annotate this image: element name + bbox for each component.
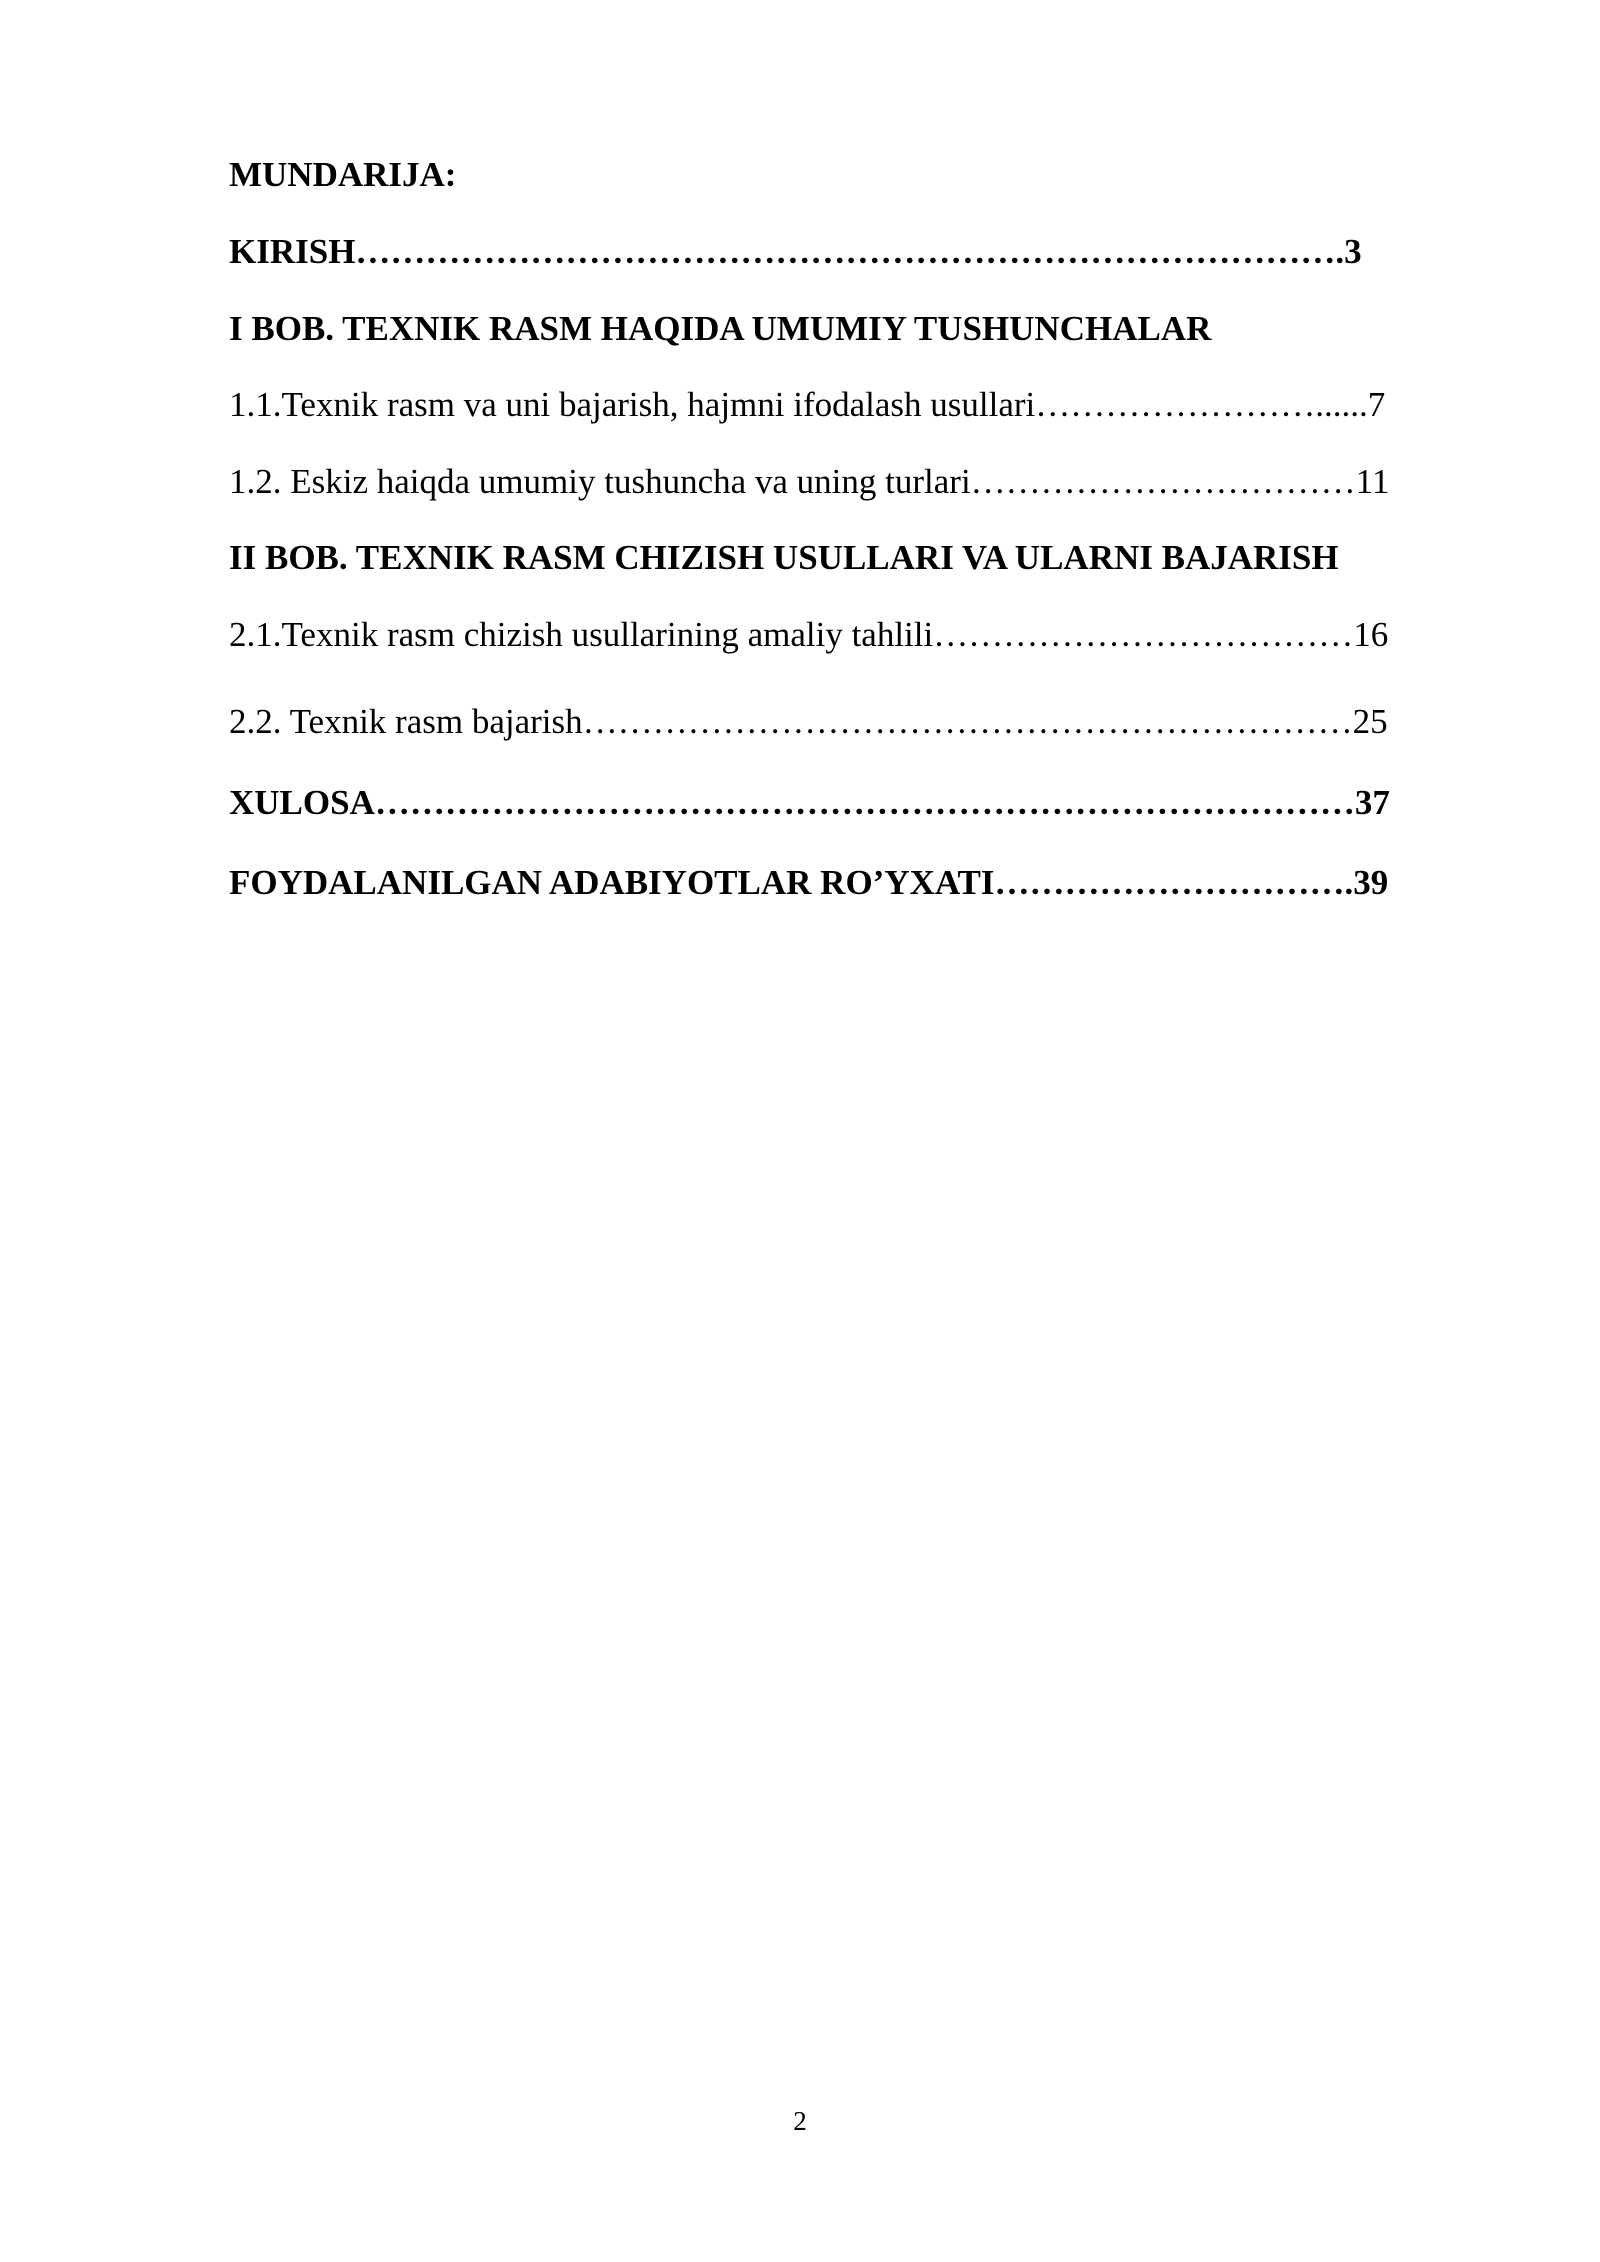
- toc-entry-chapter-2: II BOB. TEXNIK RASM CHIZISH USULLARI VA ULARNI BAJARISH: [229, 538, 1339, 577]
- toc-entry-chapter-1: I BOB. TEXNIK RASM HAQIDA UMUMIY TUSHUNCHALAR: [229, 309, 1212, 348]
- page-number: 2: [793, 2106, 807, 2136]
- toc-entry-section-1-2: 1.2. Eskiz haiqda umumiy tushuncha va uning turlari……………………………11: [229, 462, 1390, 501]
- toc-title: MUNDARIJA:: [229, 155, 457, 194]
- toc-entry-xulosa: XULOSA…………………………………………………………………………37: [229, 783, 1390, 822]
- toc-entry-section-2-2: 2.2. Texnik rasm bajarish…………………………………………………………25: [229, 702, 1388, 741]
- toc-entry-section-1-1: 1.1.Texnik rasm va uni bajarish, hajmni ifodalash usullari……………………......7: [229, 385, 1386, 424]
- toc-entry-section-2-1: 2.1.Texnik rasm chizish usullarining amaliy tahlili………………………………16: [229, 615, 1389, 654]
- toc-entry-references: FOYDALANILGAN ADABIYOTLAR RO’YXATI………………………….39: [229, 863, 1389, 902]
- toc-entry-kirish: KIRISH………………………………………………………………………….3: [229, 232, 1362, 271]
